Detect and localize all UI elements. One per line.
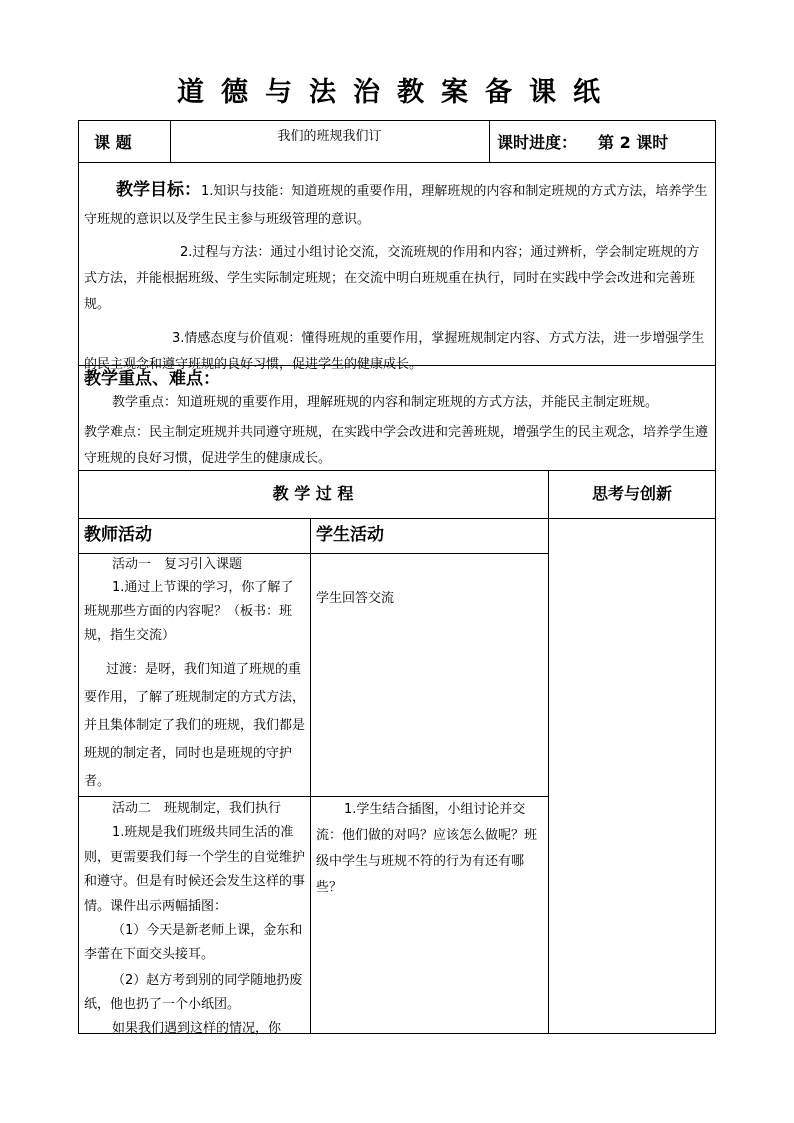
row-divider [78, 518, 716, 519]
activity2-student: 1.学生结合插图，小组讨论并交流：他们做的对吗？应该怎么做呢？班级中学生与班规不符的行为有还有哪些？ [316, 802, 538, 895]
teacher-heading: 教师活动 [84, 525, 152, 545]
activity2-title: 活动二 班规制定，我们执行 [112, 801, 282, 816]
objective-1-text: 1.知识与技能：知道班规的重要作用，理解班规的内容和制定班规的方式方法，培养学生守班规的意识以及学生民主参与班级管理的意识。 [84, 184, 708, 227]
objectives-block [84, 176, 710, 378]
progress-value: 第 2 课时 [598, 133, 669, 152]
activity2-teacher [84, 797, 306, 1041]
topic-label: 课 题 [94, 133, 132, 152]
activity1-title: 活动一 复习引入课题 [112, 557, 243, 572]
reflection-heading: 思考与创新 [591, 484, 672, 503]
objective-2: 2.过程与方法：通过小组讨论交流，交流班规的作用和内容；通过辨析，学会制定班规的方式方法，并能根据班级、学生实际制定班规；在交流中明白班规重在执行，同时在实践中学会改进和完善班规。 [84, 245, 700, 312]
objectives-heading: 教学目标： [116, 180, 201, 200]
activity2-question: 如果我们遇到这样的情况，你 [112, 1021, 282, 1036]
col-divider [310, 518, 311, 1034]
objective-3: 3.情感态度与价值观：懂得班规的重要作用，掌握班规制定内容、方式方法，进一步增强学生的民主观念和遵守班规的良好习惯，促进学生的健康成长。 [84, 331, 705, 372]
activity2-picture-2: （2）赵方考到别的同学随地扔废纸，他也扔了一个小纸团。 [84, 973, 303, 1012]
row-divider [78, 162, 716, 163]
topic-value: 我们的班规我们订 [277, 129, 382, 144]
objective-1 [84, 176, 710, 234]
key-points-heading: 教学重点、难点： [84, 369, 220, 389]
difficult-point: 教学难点：民主制定班规并共同遵守班规，在实践中学会改进和完善班规，增强学生的民主观念，培养学生遵守班规的良好习惯，促进学生的健康成长。 [84, 425, 709, 466]
key-point: 教学重点：知道班规的重要作用，理解班规的内容和制定班规的方式方法，并能民主制定班规。 [112, 395, 659, 410]
process-heading: 教 学 过 程 [272, 484, 354, 503]
student-heading: 学生活动 [316, 525, 384, 545]
activity2-paragraph: 1.班规是我们班级共同生活的准则，更需要我们每一个学生的自觉维护和遵守。但是有时候还会发生这样的事情。课件出示两幅插图： [84, 825, 306, 914]
col-divider [489, 120, 490, 162]
activity1-teacher [84, 554, 306, 796]
progress-label: 课时进度： [497, 133, 578, 152]
activity2-picture-1: （1）今天是新老师上课，金东和李蕾在下面交头接耳。 [84, 923, 303, 962]
activity1-question: 1.通过上节课的学习，你了解了班规那些方面的内容呢？（板书：班规，指生交流） [84, 580, 294, 643]
page-title: 道德与法治教案备课纸 [177, 77, 617, 108]
activity1-transition: 过渡：是呀，我们知道了班规的重要作用，了解了班规制定的方式方法，并且集体制定了我们的班规，我们都是班规的制定者，同时也是班规的守护者。 [84, 662, 306, 789]
col-divider [548, 470, 549, 1034]
activity1-student: 学生回答交流 [316, 591, 395, 606]
